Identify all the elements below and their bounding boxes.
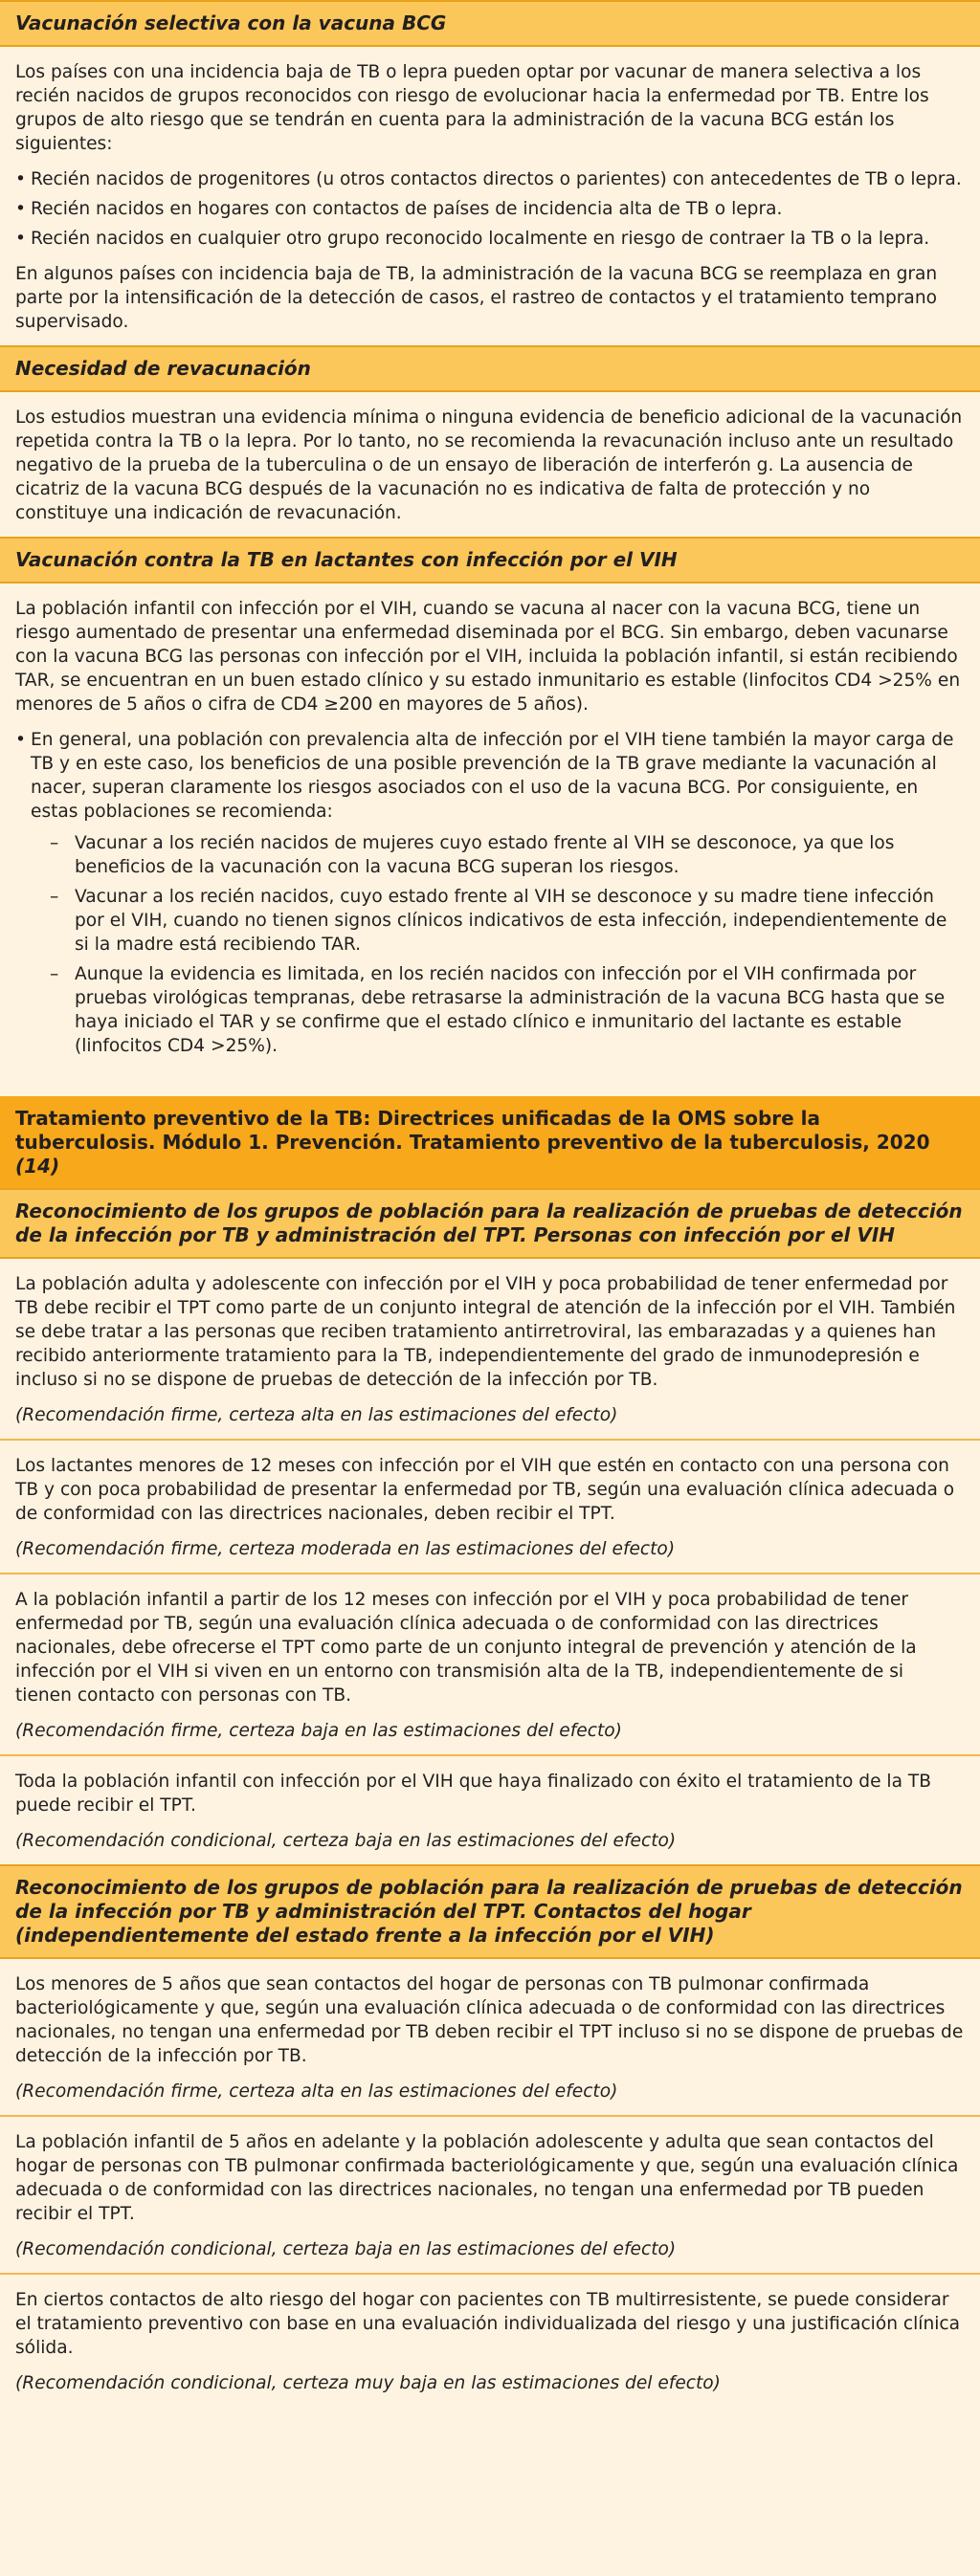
recommendation-block: [0, 2115, 980, 2273]
paragraph: Los estudios muestran una evidencia mínima o ninguna evidencia de beneficio adicional de la vacunación repetida contra la TB o la lepra. Por lo tanto, no se recomienda la revacunación incluso ante un resultado negativo de la prueba de la tuberculina o de un ensayo de liberación de interferón g. La ausencia de cicatriz de la vacuna BCG después de la vacunación no es indicativa de falta de protección y no constituye una indicación de revacunación.: [15, 407, 963, 523]
section-header-revacunacion: Necesidad de revacunación: [0, 345, 980, 392]
section-header-hogar-group: Reconocimiento de los grupos de población para la realización de pruebas de detección de la infección por TB y administración del TPT. Contactos del hogar (independientemente del estado frente a la infección por el VIH): [0, 1864, 980, 1959]
list-item: • Recién nacidos en cualquier otro grupo reconocido localmente en riesgo de contraer la TB o la lepra.: [15, 227, 965, 251]
section-header-lactantes-vih: Vacunación contra la TB en lactantes con infección por el VIH: [0, 537, 980, 583]
recommendation-text: La población infantil de 5 años en adelante y la población adolescente y adulta que sean contactos del hogar de personas con TB pulmonar confirmada bacteriológicamente y que, según una evaluación clínica adecuada o de conformidad con las directrices nacionales, no tengan una enfermedad por TB pueden recibir el TPT.: [15, 2132, 959, 2224]
recommendation-text: Los lactantes menores de 12 meses con infección por el VIH que estén en contacto con una persona con TB y con poca probabilidad de presentar la enfermedad por TB, según una evaluación clínica adecuada o de conformidad con las directrices nacionales, deben recibir el TPT.: [15, 1456, 955, 1524]
recommendation-block: [0, 2273, 980, 2407]
section-header-vih-group: Reconocimiento de los grupos de población para la realización de pruebas de detección de la infección por TB y administración del TPT. Personas con infección por el VIH: [0, 1188, 980, 1259]
list-item: – Vacunar a los recién nacidos, cuyo estado frente al VIH se desconoce y su madre tiene infección por el VIH, cuando no tienen signos clínicos indicativos de esta infección, independientemente de si la madre está recibiendo TAR.: [31, 885, 965, 957]
recommendation-strength: (Recomendación condicional, certeza baja en las estimaciones del efecto): [15, 1831, 677, 1851]
section-header-bcg-selectiva: Vacunación selectiva con la vacuna BCG: [0, 0, 980, 47]
paragraph: La población infantil con infección por el VIH, cuando se vacuna al nacer con la vacuna BCG, tiene un riesgo aumentado de presentar una enfermedad diseminada por el BCG. Sin embargo, deben vacunarse con la vacuna BCG las personas con infección por el VIH, incluida la población infantil, si están recibiendo TAR, se encuentran en un buen estado clínico y su estado inmunitario es estable (linfocitos CD4 >25% en menores de 5 años o cifra de CD4 ≥200 en mayores de 5 años).: [15, 599, 961, 715]
main-header-ref: (14): [15, 1155, 60, 1178]
recommendation-text: Toda la población infantil con infección por el VIH que haya finalizado con éxito el tratamiento de la TB puede recibir el TPT.: [15, 1772, 932, 1816]
recommendation-text: Los menores de 5 años que sean contactos del hogar de personas con TB pulmonar confirmada bacteriológicamente y que, según una evaluación clínica adecuada o de conformidad con las directrices nacionales, no tengan una enfermedad por TB deben recibir el TPT incluso si no se dispone de pruebas de detección de la infección por TB.: [15, 1974, 964, 2066]
bullet-list: [15, 167, 965, 251]
list-item: [15, 728, 965, 1058]
recommendation-strength: (Recomendación firme, certeza alta en las estimaciones del efecto): [15, 2081, 618, 2102]
recommendation-block: [0, 1439, 980, 1573]
list-item: – Aunque la evidencia es limitada, en los recién nacidos con infección por el VIH confirmada por pruebas virológicas tempranas, debe retrasarse la administración de la vacuna BCG hasta que se haya iniciado el TAR y se confirme que el estado clínico e inmunitario del lactante es estable (linfocitos CD4 >25%).: [31, 962, 965, 1058]
main-header-title: Tratamiento preventivo de la TB: Directrices unificadas de la OMS sobre la tuberculosis. Módulo 1. Prevención. Tratamiento preventivo de la tuberculosis, 2020: [15, 1107, 930, 1154]
section-body-bcg-selectiva: [0, 47, 980, 345]
list-item: – Vacunar a los recién nacidos de mujeres cuyo estado frente al VIH se desconoce, ya que los beneficios de la vacunación con la vacuna BCG superan los riesgos.: [31, 831, 965, 879]
spacer: [0, 1081, 980, 1096]
recommendation-block: [0, 1959, 980, 2115]
dash-list: [31, 831, 965, 1058]
paragraph: Los países con una incidencia baja de TB o lepra pueden optar por vacunar de manera selectiva a los recién nacidos de grupos reconocidos con riesgo de evolucionar hacia la enfermedad por TB. Entre los grupos de alto riesgo que se tendrán en cuenta para la administración de la vacuna BCG están los siguientes:: [15, 62, 929, 154]
recommendation-text: La población adulta y adolescente con infección por el VIH y poca probabilidad de tener enfermedad por TB debe recibir el TPT como parte de un conjunto integral de atención de la infección por el VIH. También se debe tratar a las personas que reciben tratamiento antirretroviral, las embarazadas y a quienes han recibido anteriormente tratamiento para la TB, independientemente del grado de inmunodepresión e incluso si no se dispone de pruebas de detección de la infección por TB.: [15, 1274, 956, 1390]
recommendation-block: [0, 1754, 980, 1864]
section-body-revacunacion: [0, 392, 980, 537]
recommendation-strength: (Recomendación firme, certeza alta en las estimaciones del efecto): [15, 1405, 618, 1425]
bullet-list: [15, 728, 965, 1058]
list-item: • Recién nacidos de progenitores (u otros contactos directos o parientes) con antecedentes de TB o lepra.: [15, 167, 965, 191]
recommendation-strength: (Recomendación firme, certeza baja en las estimaciones del efecto): [15, 1721, 622, 1741]
recommendation-text: A la población infantil a partir de los 12 meses con infección por el VIH y poca probabilidad de tener enfermedad por TB, según una evaluación clínica adecuada o de conformidad con las directrices nacionales, debe ofrecerse el TPT como parte de un conjunto integral de prevención y atención de la infección por el VIH si viven en un entorno con transmisión alta de la TB, independientemente de si tienen contacto con personas con TB.: [15, 1590, 917, 1706]
recommendation-strength: (Recomendación condicional, certeza baja en las estimaciones del efecto): [15, 2239, 677, 2259]
recommendation-strength: (Recomendación firme, certeza moderada en las estimaciones del efecto): [15, 1539, 676, 1559]
paragraph: En algunos países con incidencia baja de TB, la administración de la vacuna BCG se reemplaza en gran parte por la intensificación de la detección de casos, el rastreo de contactos y el tratamiento temprano supervisado.: [15, 264, 938, 332]
recommendation-block: [0, 1259, 980, 1439]
main-header-tpt: [0, 1096, 980, 1188]
list-item: • Recién nacidos en hogares con contactos de países de incidencia alta de TB o lepra.: [15, 197, 965, 221]
recommendation-block: [0, 1573, 980, 1754]
bullet-text: En general, una población con prevalencia alta de infección por el VIH tiene también la mayor carga de TB y en este caso, los beneficios de una posible prevención de la TB grave mediante la vacunación al nacer, superan claramente los riesgos asociados con el uso de la vacuna BCG. Por consiguiente, en estas poblaciones se recomienda:: [31, 730, 954, 822]
recommendation-text: En ciertos contactos de alto riesgo del hogar con pacientes con TB multirresistente, se puede considerar el tratamiento preventivo con base en una evaluación individualizada del riesgo y una justificación clínica sólida.: [15, 2290, 961, 2358]
section-body-lactantes-vih: [0, 583, 980, 1081]
recommendation-strength: (Recomendación condicional, certeza muy baja en las estimaciones del efecto): [15, 2373, 721, 2393]
